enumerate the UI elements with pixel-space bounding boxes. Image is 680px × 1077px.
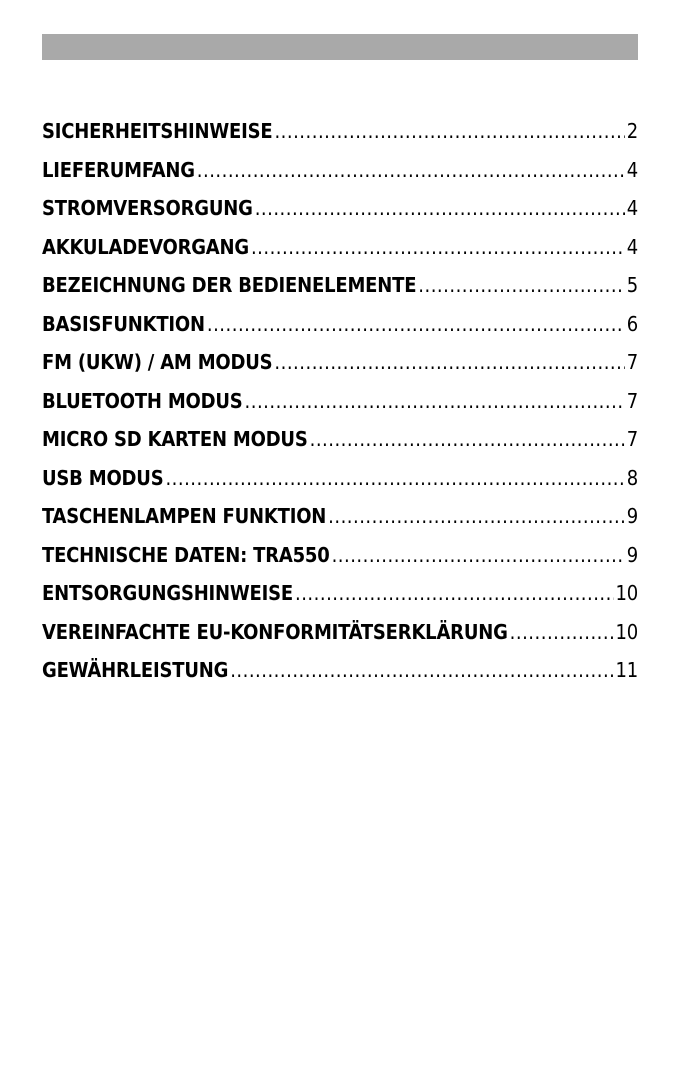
toc-entry-page: 9 <box>626 504 638 528</box>
toc-entry[interactable] <box>42 266 638 305</box>
toc-entry-title: TECHNISCHE DATEN: TRA550 <box>42 542 330 567</box>
toc-entry[interactable] <box>42 420 638 459</box>
toc-dot-leader <box>207 305 625 344</box>
toc-entry-title: TASCHENLAMPEN FUNKTION <box>42 504 327 528</box>
toc-entry[interactable] <box>42 343 638 382</box>
toc-entry-page: 7 <box>626 350 638 374</box>
toc-entry[interactable] <box>42 189 638 228</box>
toc-entry-page: 7 <box>626 388 638 413</box>
toc-entry[interactable] <box>42 497 638 536</box>
toc-entry[interactable] <box>42 574 638 613</box>
toc-entry-title: USB MODUS <box>42 465 164 490</box>
toc-dot-leader <box>332 536 625 575</box>
toc-dot-leader <box>418 266 624 305</box>
toc-dot-leader <box>245 382 625 421</box>
toc-entry-title: FM (UKW) / AM MODUS <box>42 350 273 374</box>
toc-dot-leader <box>230 651 613 690</box>
toc-dot-leader <box>295 574 614 613</box>
toc-entry-title: STROMVERSORGUNG <box>42 196 253 220</box>
toc-entry-page: 9 <box>626 542 638 567</box>
toc-entry-page: 6 <box>626 311 638 336</box>
toc-dot-leader <box>197 151 625 190</box>
toc-entry-title: LIEFERUMFANG <box>42 157 195 182</box>
toc-entry-title: ENTSORGUNGSHINWEISE <box>42 581 293 605</box>
toc-entry-title: BEZEICHNUNG DER BEDIENELEMENTE <box>42 273 417 297</box>
toc-entry-title: BLUETOOTH MODUS <box>42 388 243 413</box>
toc-entry[interactable] <box>42 382 638 421</box>
toc-dot-leader <box>274 112 624 151</box>
toc-dot-leader <box>328 497 625 536</box>
toc-entry[interactable] <box>42 151 638 190</box>
toc-entry[interactable] <box>42 228 638 267</box>
toc-entry[interactable] <box>42 305 638 344</box>
toc-entry[interactable] <box>42 536 638 575</box>
toc-dot-leader <box>310 420 625 459</box>
toc-dot-leader <box>165 459 624 498</box>
toc-entry-page: 10 <box>615 619 638 644</box>
toc-entry-title: AKKULADEVORGANG <box>42 234 249 259</box>
toc-entry-title: SICHERHEITSHINWEISE <box>42 119 273 143</box>
toc-entry-title: VEREINFACHTE EU-KONFORMITÄTSERKLÄRUNG <box>42 619 508 644</box>
toc-dot-leader <box>510 613 614 652</box>
toc-entry[interactable] <box>42 613 638 652</box>
table-of-contents <box>42 112 638 690</box>
toc-entry-page: 5 <box>626 273 638 297</box>
toc-entry-title: BASISFUNKTION <box>42 311 205 336</box>
header-bar <box>42 34 638 60</box>
toc-entry[interactable] <box>42 459 638 498</box>
toc-entry-title: MICRO SD KARTEN MODUS <box>42 427 308 451</box>
toc-entry-page: 4 <box>626 234 638 259</box>
toc-entry-title: GEWÄHRLEISTUNG <box>42 658 229 682</box>
toc-entry-page: 10 <box>615 581 638 605</box>
toc-dot-leader <box>255 189 625 228</box>
toc-entry-page: 2 <box>626 119 638 143</box>
toc-entry-page: 4 <box>626 157 638 182</box>
toc-entry[interactable] <box>42 651 638 690</box>
toc-entry-page: 7 <box>626 427 638 451</box>
toc-entry-page: 4 <box>626 196 638 220</box>
toc-entry[interactable] <box>42 112 638 151</box>
toc-dot-leader <box>251 228 625 267</box>
toc-dot-leader <box>274 343 624 382</box>
toc-entry-page: 11 <box>615 658 638 682</box>
toc-entry-page: 8 <box>626 465 638 490</box>
